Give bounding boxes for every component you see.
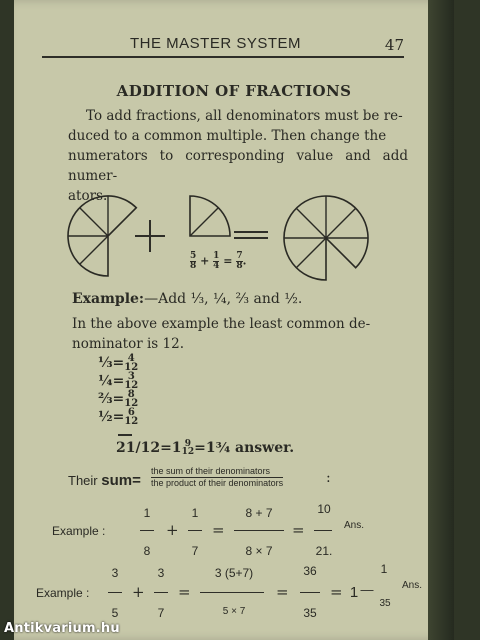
one-quarter-circle <box>190 196 230 236</box>
plus-sign <box>135 220 165 252</box>
ex3-a-num: 3 <box>111 566 119 580</box>
ex3-e-num: 1 <box>380 562 388 576</box>
conv-lhs: ¼ <box>98 373 113 389</box>
ex2-c-num: 8 + 7 <box>245 506 273 520</box>
ex2-ans: Ans. <box>344 520 365 531</box>
intro-line: To add fractions, all denominators must be re- <box>86 108 403 124</box>
conv-den: 12 <box>124 380 139 391</box>
ex3-eq3: = <box>330 583 343 601</box>
ex3-whole: 1 <box>349 584 359 601</box>
ex2-eq: = <box>212 521 225 539</box>
conversion-row <box>98 390 138 408</box>
ex3-c-bar <box>200 592 264 593</box>
sum-word: sum= <box>101 472 141 489</box>
conversion-row <box>98 408 138 426</box>
cap-plus: + <box>200 254 210 268</box>
sum-denominator: the product of their denominators <box>151 478 284 488</box>
section-title: ADDITION OF FRACTIONS <box>116 82 352 100</box>
ex3-eq2: = <box>276 583 289 601</box>
answer-right: =1¾ answer. <box>194 440 295 456</box>
intro-line: numerators to corresponding value and add numer- <box>68 148 408 184</box>
ex2-eq2: = <box>292 521 305 539</box>
ex3-dash: — <box>360 582 374 597</box>
ex3-a-den: 5 <box>111 606 119 620</box>
sum-rule-line <box>118 434 132 436</box>
ex3-b-den: 7 <box>157 606 165 620</box>
conversion-row <box>98 372 138 390</box>
seven-eighths-circle <box>284 196 368 280</box>
example-text: —Add ⅓, ¼, ⅔ and ½. <box>144 291 303 307</box>
ex2-b-bar <box>188 530 202 531</box>
ex2-b-num: 1 <box>191 506 199 520</box>
ex3-d-den: 35 <box>303 606 317 620</box>
conv-eq: = <box>112 391 125 407</box>
cap-end: . <box>242 254 247 268</box>
ex3-d-num: 36 <box>303 564 317 578</box>
ex2-plus: + <box>166 521 179 539</box>
ex2-d-den: 21. <box>315 544 333 558</box>
sum-rule-fraction <box>151 466 283 489</box>
cap-c-num: 7 <box>236 251 243 261</box>
ex2-c-den: 8 × 7 <box>245 544 273 558</box>
ex2-a-bar <box>140 530 154 531</box>
example2-label: Example : <box>52 524 106 538</box>
conv-den: 12 <box>124 398 139 409</box>
ex2-a-num: 1 <box>143 506 151 520</box>
sum-lead: Their <box>68 473 98 488</box>
page-number: 47 <box>384 36 404 54</box>
ex3-ans: Ans. <box>402 580 423 591</box>
answer-den: 12 <box>181 447 195 457</box>
sum-colon: : <box>326 470 331 486</box>
conv-lhs: ½ <box>98 409 113 425</box>
conv-num: 8 <box>127 389 135 400</box>
ex2-c-bar <box>234 530 284 531</box>
conversion-row <box>98 354 138 372</box>
cap-b-num: 1 <box>213 251 220 261</box>
ex3-b-bar <box>154 592 168 593</box>
answer-left: 21/12=1 <box>116 440 182 456</box>
intro-line: duced to a common multiple. Then change the <box>68 128 387 144</box>
conv-num: 3 <box>127 371 135 382</box>
sum-numerator: the sum of their denominators <box>151 466 283 478</box>
conv-num: 6 <box>127 407 135 418</box>
cap-eq: = <box>223 254 233 268</box>
ex2-d-num: 10 <box>317 502 331 516</box>
conv-eq: = <box>112 373 125 389</box>
ex3-eq: = <box>178 583 191 601</box>
watermark: Antikvarium.hu <box>4 621 120 636</box>
ex2-d-bar <box>314 530 332 531</box>
cap-a-den: 8 <box>190 261 197 271</box>
book-page <box>14 0 454 640</box>
fraction-circles-figure <box>14 180 454 290</box>
ex3-b-num: 3 <box>157 566 165 580</box>
header-title: THE MASTER SYSTEM <box>130 35 302 52</box>
ex3-c-num: 3 (5+7) <box>214 566 254 580</box>
ex3-plus: + <box>132 583 145 601</box>
example-label: Example: <box>72 291 145 307</box>
example3-label: Example : <box>36 586 90 600</box>
lcd-line: nominator is 12. <box>72 336 184 352</box>
five-eighths-circle <box>68 196 136 276</box>
figure-caption-equation <box>190 252 246 271</box>
example-add-thirds <box>72 291 302 307</box>
running-header <box>42 34 404 58</box>
ex2-a-den: 8 <box>143 544 151 558</box>
ex3-a-bar <box>108 592 122 593</box>
conv-lhs: ⅓ <box>98 355 113 371</box>
conv-lhs: ⅔ <box>98 391 113 407</box>
answer-line <box>116 440 294 456</box>
lcd-paragraph <box>72 314 412 354</box>
sum-rule-label <box>68 472 141 489</box>
conv-eq: = <box>112 409 125 425</box>
conv-eq: = <box>112 355 125 371</box>
cap-b-den: 4 <box>213 261 220 271</box>
cap-a-num: 5 <box>190 251 197 261</box>
conv-den: 12 <box>124 416 139 427</box>
intro-line: ators. <box>68 188 108 204</box>
equals-sign <box>234 232 268 238</box>
conv-num: 4 <box>127 353 135 364</box>
conv-den: 12 <box>124 362 139 373</box>
lcd-line: In the above example the least common de- <box>72 316 371 332</box>
ex2-b-den: 7 <box>191 544 199 558</box>
ex3-d-bar <box>300 592 320 593</box>
answer-num: 9 <box>184 439 191 449</box>
ex3-e-den: 35 <box>379 598 391 609</box>
ex3-c-den: 5 × 7 <box>222 606 246 617</box>
cap-c-den: 8 <box>236 261 243 271</box>
